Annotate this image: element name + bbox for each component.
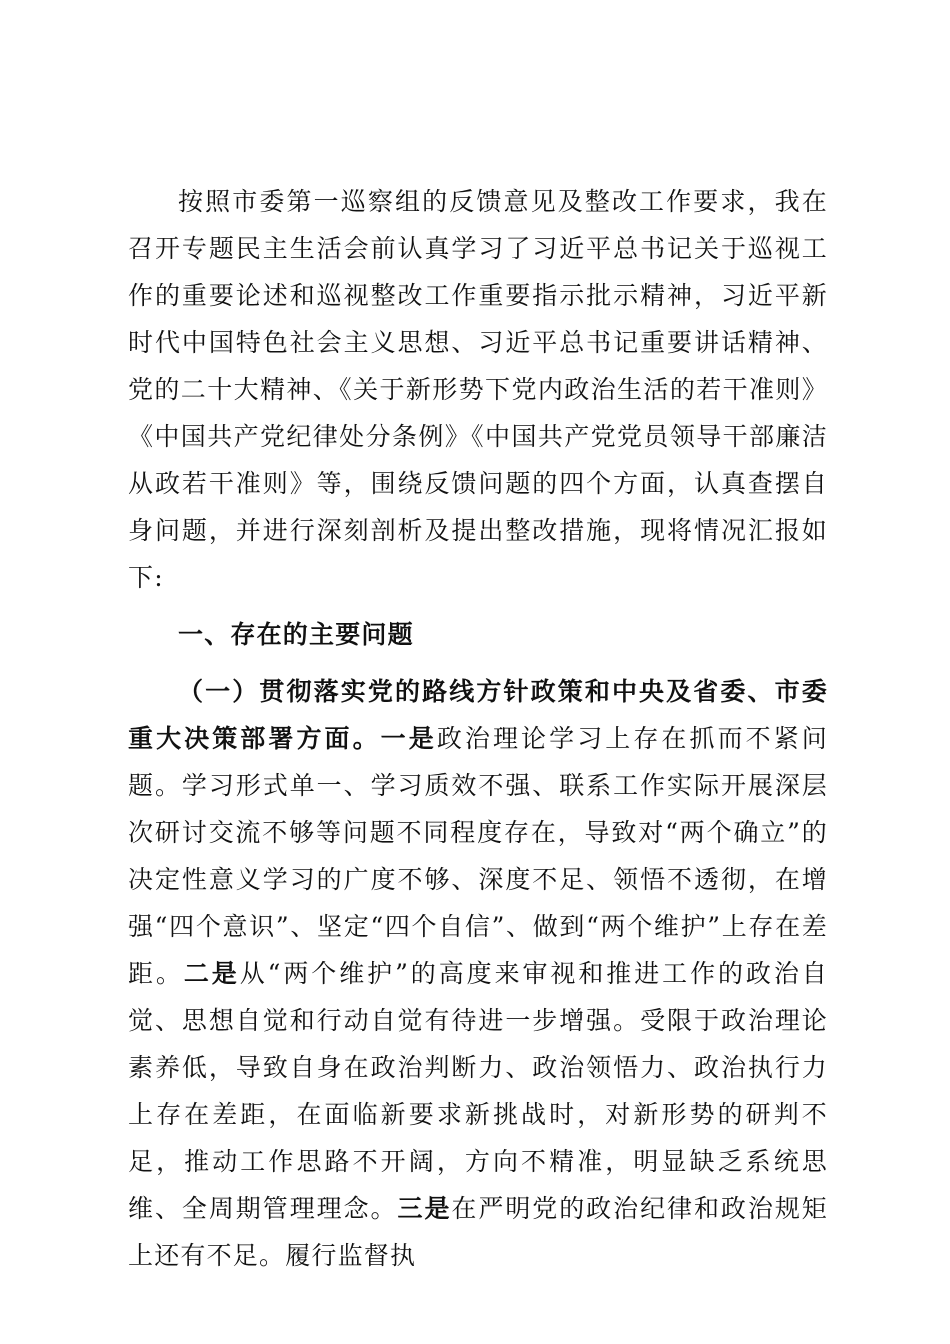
section-heading: 一、存在的主要问题 [178, 620, 414, 649]
point-3-text: 在严明党的政治纪律和政治规矩上还有不足。履行监督执 [128, 1194, 828, 1270]
point-1-label: 一是 [380, 724, 437, 753]
point-2-label: 二是 [183, 959, 240, 988]
intro-paragraph: 按照市委第一巡察组的反馈意见及整改工作要求，我在召开专题民主生活会前认真学习了习近平总书记关于巡视工作的重要论述和巡视整改工作重要指示批示精神，习近平新时代中国特色社会主义思想、习近平总书记重要讲话精神、党的二十大精神、《关于新形势下党内政治生活的若干准则》《中国共产党纪律处分条例》《中国共产党党员领导干部廉洁从政若干准则》等，围绕反馈问题的四个方面，认真查摆自身问题，并进行深刻剖析及提出整改措施，现将情况汇报如下: [128, 187, 828, 592]
point-2-text: 从“两个维护”的高度来审视和推进工作的政治自觉、思想自觉和行动自觉有待进一步增强。受限于政治理论素养低，导致自身在政治判断力、政治领悟力、政治执行力上存在差距，在面临新要求新挑战时，对新形势的研判不足，推动工作思路不开阔，方向不精准，明显缺乏系统思维、全周期管理理念。 [128, 959, 828, 1223]
subsection-paragraph [128, 668, 828, 1279]
point-3-label: 三是 [397, 1194, 452, 1223]
document-body [128, 178, 828, 1279]
point-1-text: 政治理论学习上存在抓而不紧问题。学习形式单一、学习质效不强、联系工作实际开展深层次研讨交流不够等问题不同程度存在，导致对“两个确立”的决定性意义学习的广度不够、深度不足、领悟不透彻，在增强“四个意识”、坚定“四个自信”、做到“两个维护”上存在差距。 [128, 724, 828, 988]
subsection-title: （一）贯彻落实党的路线方针政策和中央及省委、市委重大决策部署方面。 [128, 677, 828, 753]
